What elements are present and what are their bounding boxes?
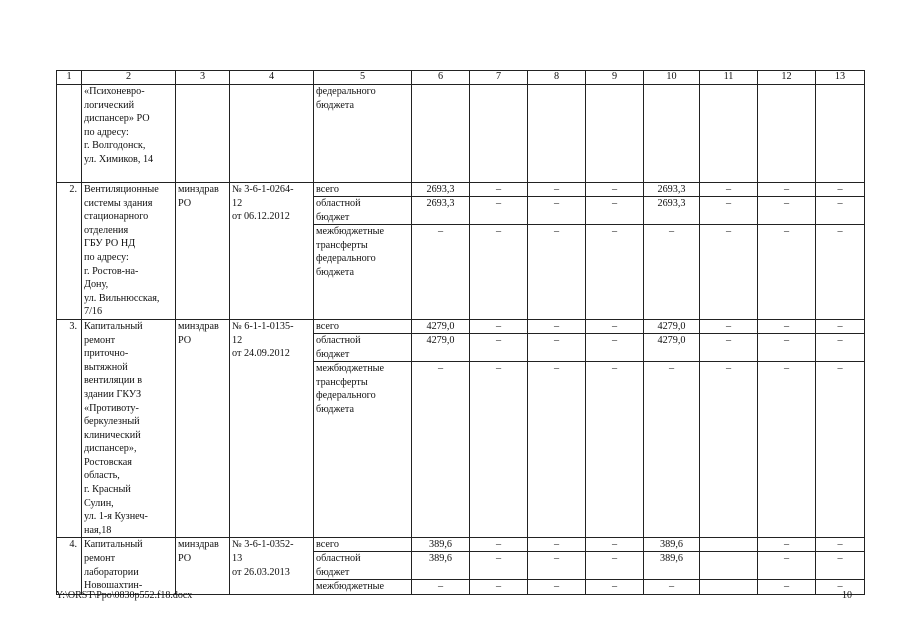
value-line: – [783,362,790,374]
value-line: – [470,320,527,334]
customer-cell [176,85,230,183]
value-line: 389,6 [644,538,699,552]
value-line: – [553,362,560,374]
value-line: – [700,183,757,197]
value-line: – [816,197,864,225]
value-line: – [783,581,790,593]
budget-table [56,70,865,595]
value-line: – [586,183,643,197]
header-col-2: 2 [82,71,176,85]
value-line: – [700,320,757,334]
customer-cell: минздрав РО [176,183,230,320]
value-cell-c6 [412,319,470,538]
value-cell-c12 [758,538,816,595]
value-line: 389,6 [412,552,469,580]
value-line: – [816,320,864,334]
value-line: – [816,552,864,580]
table-row [57,183,865,320]
funding-source-line: областной бюджет [314,552,411,580]
value-line: 2693,3 [412,197,469,225]
value-line: 4279,0 [644,334,699,362]
header-col-3: 3 [176,71,230,85]
document-cell: № 6-1-1-0135- 12 от 24.09.2012 [230,319,314,538]
value-line: 4279,0 [644,320,699,334]
value-cell-col-11 [700,85,758,183]
footer-file-path: Y:\ORST\Ppo\0830p552.f18.docx [56,590,193,601]
row-number-cell [57,85,82,183]
value-line: 4279,0 [412,334,469,362]
header-col-11: 11 [700,71,758,85]
header-col-8: 8 [528,71,586,85]
value-cell-c7 [470,183,528,320]
value-line: – [611,226,618,237]
value-cell-c9 [586,183,644,320]
funding-source-line: межбюджетные [316,581,385,593]
funding-source-cell [314,319,412,538]
funding-source-line: всего [314,538,411,552]
header-col-13: 13 [816,71,865,85]
header-col-12: 12 [758,71,816,85]
value-line: 389,6 [644,552,699,580]
value-cell-c8 [528,538,586,595]
value-line: – [668,581,675,593]
funding-source-cell [314,183,412,320]
value-line: – [668,362,675,374]
value-cell-c7 [470,538,528,595]
value-line: – [586,538,643,552]
value-line: – [725,226,732,237]
value-cell-c13 [816,538,865,595]
value-line: – [758,334,815,362]
value-cell-c10 [644,538,700,595]
row-number-cell: 2. [57,183,82,320]
value-cell-c10 [644,319,700,538]
value-line: – [586,334,643,362]
value-line: 2693,3 [644,197,699,225]
value-line: – [528,552,585,580]
object-name-cell: Капитальный ремонт приточно- вытяжной вентиляции в здании ГКУЗ «Противоту- беркулезный клинический диспансер», Ростовская область, г. Красный Сулин, ул. 1-я Кузнеч- ная,18 [82,319,176,538]
header-col-1: 1 [57,71,82,85]
object-name-cell: Капитальный ремонт лаборатории Новошахтин- [82,538,176,595]
funding-source-line: областной бюджет [314,334,411,362]
value-cell-c13 [816,183,865,320]
value-line: – [611,581,618,593]
value-cell-c9 [586,538,644,595]
value-line: – [700,197,757,225]
value-line: – [816,183,864,197]
value-line: – [816,334,864,362]
value-line: – [495,226,502,237]
value-line: – [470,197,527,225]
value-line [700,552,757,580]
value-line: – [758,552,815,580]
header-col-6: 6 [412,71,470,85]
value-cell-c13 [816,319,865,538]
table-row [57,319,865,538]
value-line: – [586,197,643,225]
value-line: – [837,581,843,593]
funding-source-line: областной бюджет [314,197,411,225]
header-row [57,71,865,85]
value-cell-col-13 [816,85,865,183]
value-line: – [528,197,585,225]
value-cell-c9 [586,319,644,538]
value-line: – [586,320,643,334]
header-col-4: 4 [230,71,314,85]
object-name-cell: Вентиляционные системы здания стационарного отделения ГБУ РО НД по адресу: г. Ростов-на- Дону, ул. Вильнюсская, 7/16 [82,183,176,320]
header-col-5: 5 [314,71,412,85]
funding-source-cell [314,538,412,595]
value-line: – [816,538,864,552]
value-cell-col-6 [412,85,470,183]
value-line: – [700,334,757,362]
footer-page-number: 10 [842,590,852,601]
value-line [700,538,757,552]
document-cell: № 3-6-1-0352- 13 от 26.03.2013 [230,538,314,595]
document-cell: № 3-6-1-0264- 12 от 06.12.2012 [230,183,314,320]
value-cell-c11 [700,183,758,320]
value-cell-col-8 [528,85,586,183]
value-line: – [495,581,502,593]
funding-source-line: межбюджетные трансферты федерального бюджета [316,226,385,278]
table-row [57,538,865,595]
value-line: – [758,183,815,197]
object-name-cell: «Психоневро- логический диспансер» РО по адресу: г. Волгодонск, ул. Химиков, 14 [82,85,176,183]
table-row-continuation [57,85,865,183]
value-line: – [470,183,527,197]
value-line: – [837,362,843,374]
value-line: – [437,226,444,237]
funding-source-cell: федерального бюджета [314,85,412,183]
document-cell [230,85,314,183]
row-number-cell: 4. [57,538,82,595]
value-line: – [611,362,618,374]
value-line: – [528,320,585,334]
value-line: – [528,183,585,197]
value-line: 389,6 [412,538,469,552]
value-line: – [470,552,527,580]
header-col-9: 9 [586,71,644,85]
value-line: – [725,362,732,374]
funding-source-line: межбюджетные трансферты федерального бюджета [316,362,385,415]
value-line: – [437,362,444,374]
customer-cell: минздрав РО [176,319,230,538]
value-cell-c7 [470,319,528,538]
value-line: – [668,226,675,237]
value-line: – [553,581,560,593]
value-cell-c8 [528,319,586,538]
header-col-7: 7 [470,71,528,85]
value-line: 4279,0 [412,320,469,334]
value-line: – [783,226,790,237]
value-line: – [758,197,815,225]
value-line: – [470,334,527,362]
value-line: 2693,3 [644,183,699,197]
value-cell-col-9 [586,85,644,183]
value-line: – [758,538,815,552]
value-line: – [553,226,560,237]
value-cell-col-7 [470,85,528,183]
value-line: – [437,581,444,593]
funding-source-line: всего [314,183,411,197]
value-line: – [758,320,815,334]
row-number-cell: 3. [57,319,82,538]
value-line: – [470,538,527,552]
customer-cell: минздрав РО [176,538,230,595]
value-cell-c6 [412,183,470,320]
value-cell-c12 [758,183,816,320]
header-col-10: 10 [644,71,700,85]
value-line: – [495,362,502,374]
value-line: – [528,538,585,552]
value-cell-col-10 [644,85,700,183]
value-cell-col-12 [758,85,816,183]
value-cell-c8 [528,183,586,320]
value-cell-c10 [644,183,700,320]
value-cell-c11 [700,319,758,538]
value-line: – [837,226,843,237]
value-cell-c12 [758,319,816,538]
value-cell-c11 [700,538,758,595]
value-line: 2693,3 [412,183,469,197]
value-line: – [528,334,585,362]
funding-source-line: всего [314,320,411,334]
value-line: – [586,552,643,580]
value-cell-c6 [412,538,470,595]
